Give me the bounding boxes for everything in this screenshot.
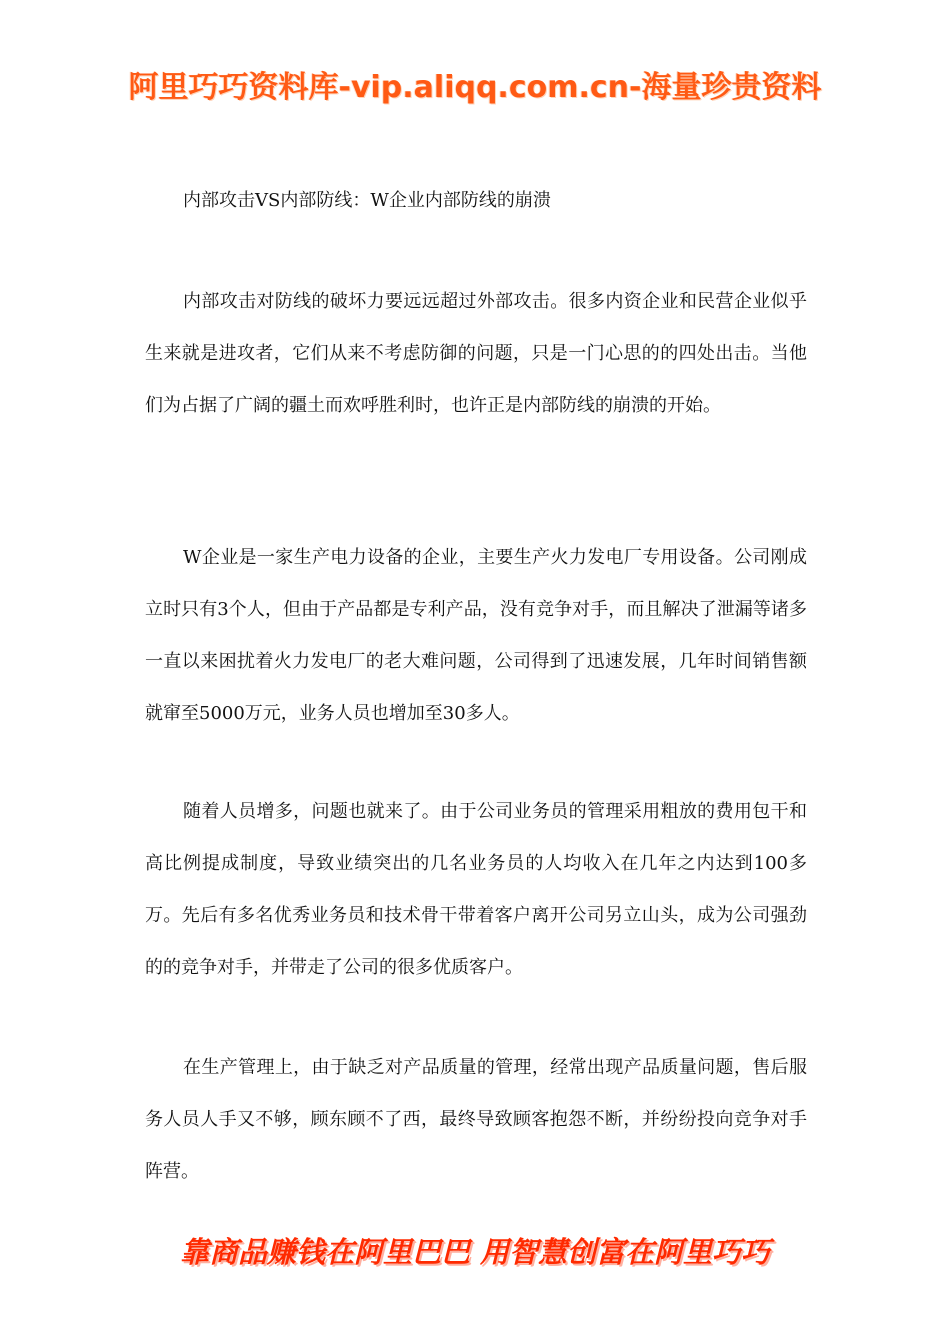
paragraph-4: 在生产管理上，由于缺乏对产品质量的管理，经常出现产品质量问题，售后服务人员人手又不够，顾东顾不了西，最终导致顾客抱怨不断，并纷纷投向竞争对手阵营。 [145, 1057, 807, 1182]
header-banner: 阿里巧巧资料库-vip.aliqq.com.cn-海量珍贵资料 [128, 70, 822, 105]
document-title: 内部攻击VS内部防线：W企业内部防线的崩溃 [183, 190, 551, 211]
paragraph-3: 随着人员增多，问题也就来了。由于公司业务员的管理采用粗放的费用包干和高比例提成制度，导致业绩突出的几名业务员的人均收入在几年之内达到100多万。先后有多名优秀业务员和技术骨干带着客户离开公司另立山头，成为公司强劲的的竞争对手，并带走了公司的很多优质客户。 [145, 801, 807, 978]
footer-banner: 靠商品赚钱在阿里巴巴 用智慧创富在阿里巧巧 [179, 1235, 771, 1269]
paragraph-1: 内部攻击对防线的破坏力要远远超过外部攻击。很多内资企业和民营企业似乎生来就是进攻者，它们从来不考虑防御的问题，只是一门心思的的四处出击。当他们为占据了广阔的疆土而欢呼胜利时，也许正是内部防线的崩溃的开始。 [145, 291, 807, 416]
paragraph-2: W企业是一家生产电力设备的企业，主要生产火力发电厂专用设备。公司刚成立时只有3个人，但由于产品都是专利产品，没有竞争对手，而且解决了泄漏等诸多一直以来困扰着火力发电厂的老大难问题，公司得到了迅速发展，几年时间销售额就窜至5000万元，业务人员也增加至30多人。 [145, 547, 807, 724]
